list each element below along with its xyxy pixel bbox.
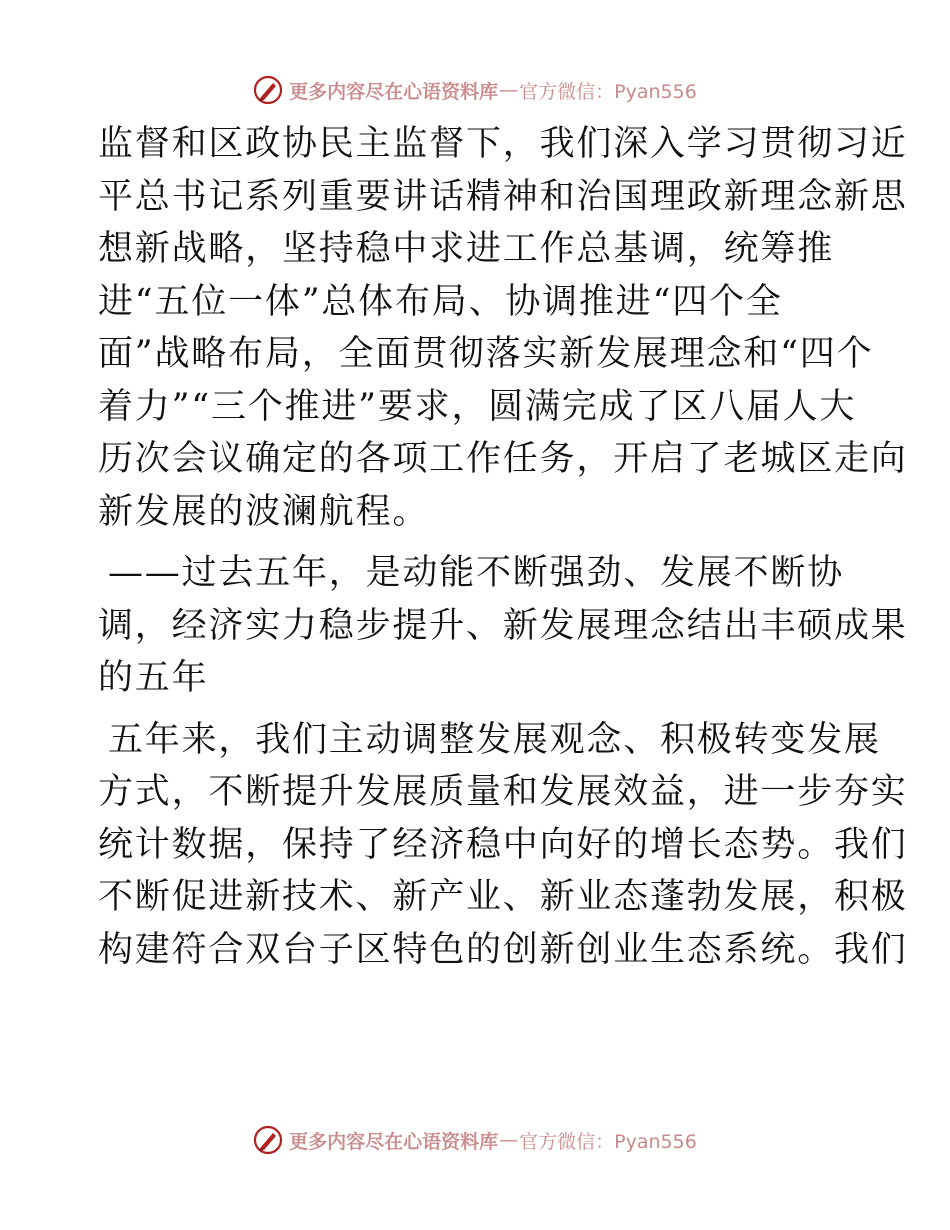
text-line: 想新战略，坚持稳中求进工作总基调，统筹推: [98, 229, 835, 269]
header-brand-text: 更多内容尽在心语资料库: [289, 80, 499, 103]
paragraph-1: [98, 118, 908, 538]
text-line: ——过去五年，是动能不断强劲、发展不断协: [108, 553, 845, 593]
pen-logo-icon: [253, 1125, 283, 1155]
text-line: 进“五位一体”总体布局、协调推进“四个全: [98, 281, 783, 322]
paragraph-2: [98, 547, 908, 705]
text-line: 平总书记系列重要讲话精神和治国理政新理念新思: [98, 176, 908, 217]
document-body: [98, 118, 908, 976]
text-line: 不断促进新技术、新产业、新业态蓬勃发展，积极: [98, 877, 908, 917]
header-watermark: [0, 70, 950, 110]
text-line: 历次会议确定的各项工作任务，开启了老城区走向: [98, 439, 908, 479]
text-line: 构建符合双台子区特色的创新创业生态系统。我们: [98, 929, 908, 970]
text-line: 的五年: [98, 658, 209, 698]
text-line: 调，经济实力稳步提升、新发展理念结出丰硕成果: [98, 605, 908, 646]
text-line: 统计数据，保持了经济稳中向好的增长态势。我们: [98, 824, 908, 865]
text-line: 监督和区政协民主监督下，我们深入学习贯彻习近: [98, 124, 908, 164]
header-wechat-text: 官方微信：Pyan556: [519, 80, 697, 103]
footer-watermark: [0, 1120, 950, 1160]
text-line: 五年来，我们主动调整发展观念、积极转变发展: [108, 719, 881, 760]
text-line: 方式，不断提升发展质量和发展效益，进一步夯实: [98, 772, 908, 812]
footer-dash: —: [499, 1129, 519, 1151]
text-line: 面”战略布局，全面贯彻落实新发展理念和“四个: [98, 334, 874, 374]
header-dash: —: [499, 79, 519, 101]
paragraph-3: [98, 714, 908, 977]
pen-logo-icon: [253, 75, 283, 105]
text-line: 新发展的波澜航程。: [98, 491, 430, 532]
footer-wechat-text: 官方微信：Pyan556: [519, 1130, 697, 1153]
footer-brand-text: 更多内容尽在心语资料库: [289, 1130, 499, 1153]
text-line: 着力”“三个推进”要求，圆满完成了区八届人大: [98, 386, 857, 427]
